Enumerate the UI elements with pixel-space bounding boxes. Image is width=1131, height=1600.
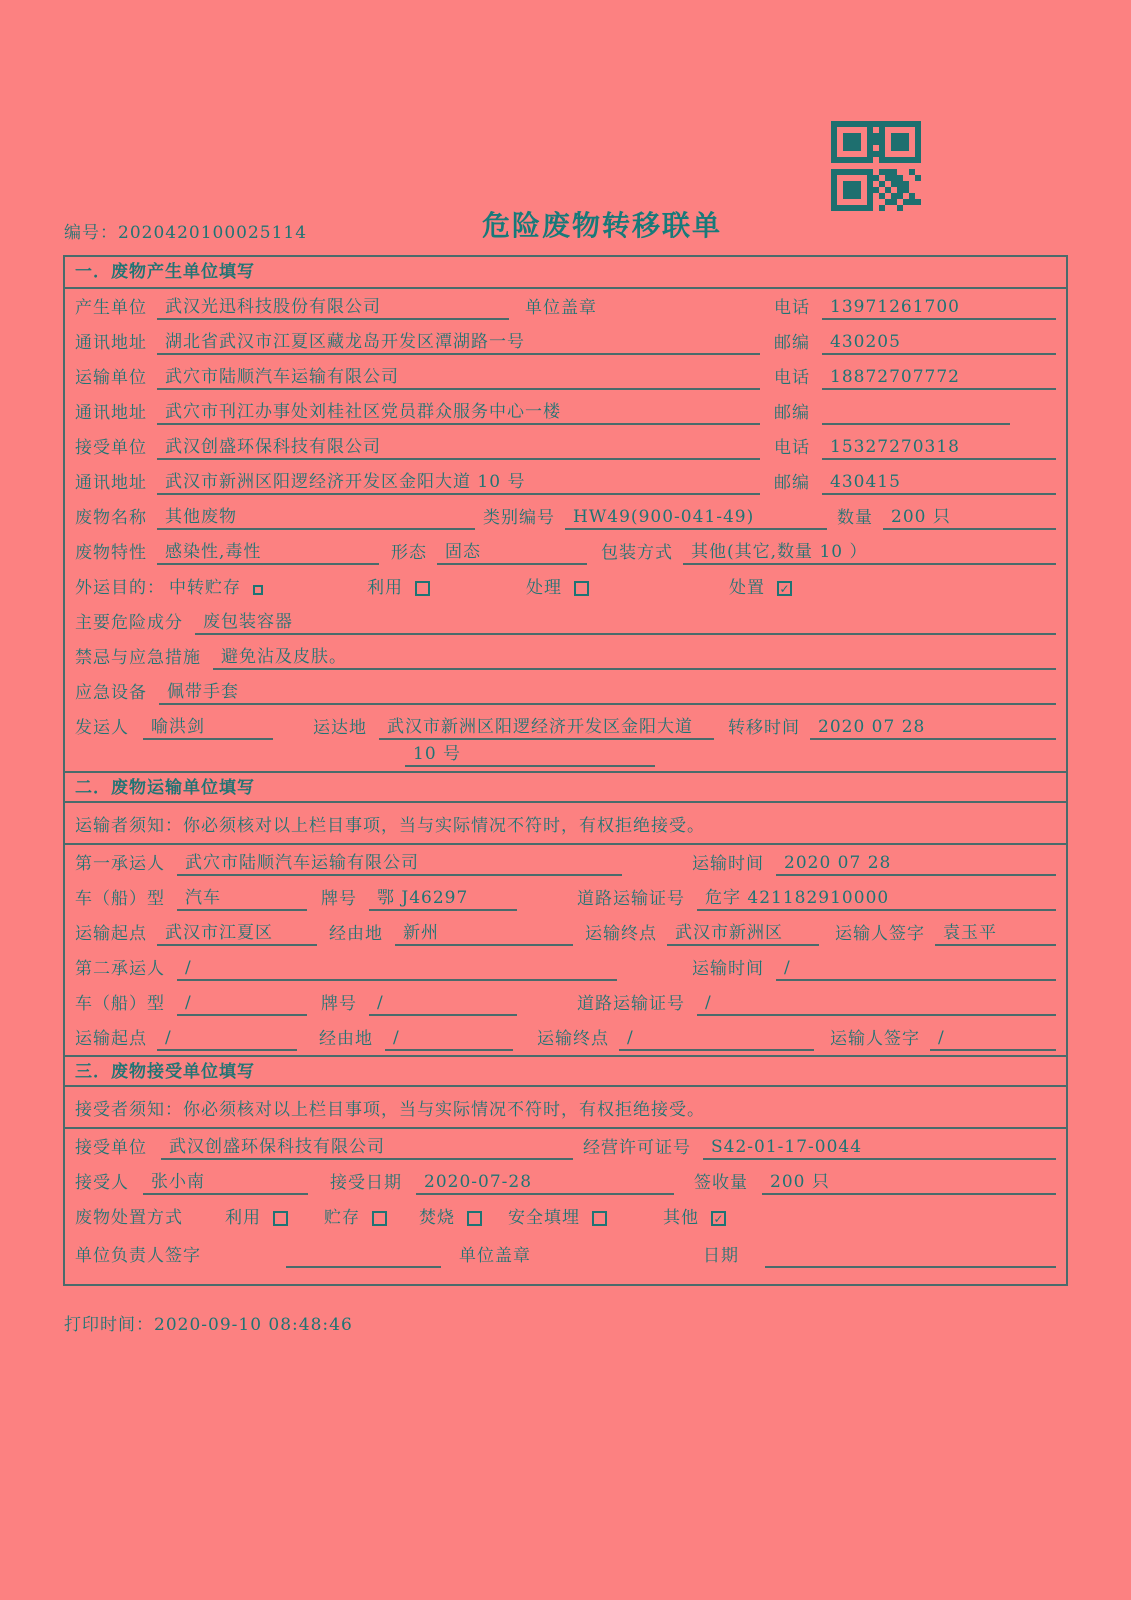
route2-end-label: 运输终点 xyxy=(537,1029,609,1049)
route2-start-value: / xyxy=(157,1026,297,1051)
hazard-value: 废包装容器 xyxy=(195,610,1056,635)
page-title: 危险废物转移联单 xyxy=(482,210,723,241)
receiver-zip-group xyxy=(774,470,1056,495)
receiver-zip-label: 邮编 xyxy=(774,473,810,493)
transporter-phone-group xyxy=(774,365,1056,390)
transporter-address-value: 武穴市刊江办事处刘桂社区党员群众服务中心一楼 xyxy=(157,400,760,425)
receiver-phone-label: 电话 xyxy=(774,438,810,458)
producer-zip-group xyxy=(774,330,1056,355)
destination-value: 武汉市新洲区阳逻经济开发区金阳大道 xyxy=(379,715,714,740)
acceptor-value: 张小南 xyxy=(143,1170,308,1195)
receiver-phone-group xyxy=(774,435,1056,460)
route1-sign-value: 袁玉平 xyxy=(935,921,1056,946)
producer-phone-label: 电话 xyxy=(774,298,810,318)
route1-end-value: 武汉市新洲区 xyxy=(667,921,819,946)
transfer-purpose-row xyxy=(65,569,1066,604)
packing-label: 包装方式 xyxy=(601,543,673,563)
destination-continuation-row xyxy=(65,744,1066,771)
dispatcher-value: 喻洪剑 xyxy=(143,715,273,740)
route1-via-value: 新州 xyxy=(395,921,573,946)
vehicle1-type-value: 汽车 xyxy=(177,886,307,911)
accepting-unit-row xyxy=(65,1129,1066,1164)
route2-sign-value: / xyxy=(930,1026,1056,1051)
carrier2-row xyxy=(65,950,1066,985)
section-1-header: 一．废物产生单位填写 xyxy=(65,257,1066,289)
disposal-use-checkbox xyxy=(273,1211,288,1226)
receiver-notice: 接受者须知：你必须核对以上栏目事项，当与实际情况不符时，有权拒绝接受。 xyxy=(65,1087,1066,1129)
vehicle2-plate-label: 牌号 xyxy=(321,994,357,1014)
taboo-value: 避免沾及皮肤。 xyxy=(213,645,1056,670)
producer-zip-label: 邮编 xyxy=(774,333,810,353)
purpose-use-label: 利用 xyxy=(367,578,403,598)
receiver-zip-value: 430415 xyxy=(822,470,1056,495)
waste-qty-value: 200 只 xyxy=(883,505,1056,530)
transporter-phone-label: 电话 xyxy=(774,368,810,388)
disposal-store-label: 贮存 xyxy=(324,1208,360,1228)
purpose-use-checkbox xyxy=(415,581,430,596)
route1-row xyxy=(65,915,1066,950)
transfer-time-label: 转移时间 xyxy=(728,718,800,738)
dispatch-row xyxy=(65,709,1066,744)
vehicle2-type-label: 车（船）型 xyxy=(75,994,165,1014)
carrier1-value: 武穴市陆顺汽车运输有限公司 xyxy=(177,851,622,876)
transporter-label: 运输单位 xyxy=(75,368,147,388)
purpose-treat-label: 处理 xyxy=(526,578,562,598)
purpose-transit-checkbox xyxy=(253,585,263,595)
transporter-address-row xyxy=(65,394,1066,429)
doc-number-label: 编号： xyxy=(64,223,118,243)
producer-label: 产生单位 xyxy=(75,298,147,318)
route1-start-label: 运输起点 xyxy=(75,924,147,944)
carrier2-time-label: 运输时间 xyxy=(692,959,764,979)
waste-name-label: 废物名称 xyxy=(75,508,147,528)
route1-via-label: 经由地 xyxy=(329,924,383,944)
vehicle2-permit-label: 道路运输证号 xyxy=(577,994,685,1014)
unit-seal-label: 单位盖章 xyxy=(459,1246,531,1266)
disposal-method-label: 废物处置方式 xyxy=(75,1208,183,1228)
hazard-row xyxy=(65,604,1066,639)
vehicle2-plate-value: / xyxy=(369,991,517,1016)
route2-sign-label: 运输人签字 xyxy=(830,1029,920,1049)
disposal-other-label: 其他 xyxy=(663,1208,699,1228)
section-3-header: 三．废物接受单位填写 xyxy=(65,1055,1066,1087)
vehicle2-permit-value: / xyxy=(697,991,1056,1016)
taboo-row xyxy=(65,639,1066,674)
hazard-label: 主要危险成分 xyxy=(75,613,183,633)
waste-qty-label: 数量 xyxy=(837,508,873,528)
carrier2-label: 第二承运人 xyxy=(75,959,165,979)
route2-via-value: / xyxy=(385,1026,513,1051)
transporter-notice: 运输者须知：你必须核对以上栏目事项，当与实际情况不符时，有权拒绝接受。 xyxy=(65,803,1066,845)
receiver-address-row xyxy=(65,464,1066,499)
carrier2-time-value: / xyxy=(776,956,1056,981)
print-time-label: 打印时间： xyxy=(64,1315,154,1335)
signoff-date-label: 日期 xyxy=(703,1246,739,1266)
vehicle1-permit-value: 危字 421182910000 xyxy=(697,886,1056,911)
accepting-unit-label: 接受单位 xyxy=(75,1138,147,1158)
unit-head-sign-label: 单位负责人签字 xyxy=(75,1246,201,1266)
business-permit-label: 经营许可证号 xyxy=(583,1138,691,1158)
print-time xyxy=(64,1310,353,1335)
transporter-row xyxy=(65,359,1066,394)
waste-traits-row xyxy=(65,534,1066,569)
unit-head-sign-value xyxy=(286,1243,441,1268)
vehicle1-permit-label: 道路运输证号 xyxy=(577,889,685,909)
waste-traits-label: 废物特性 xyxy=(75,543,147,563)
dispatcher-label: 发运人 xyxy=(75,718,129,738)
producer-address-label: 通讯地址 xyxy=(75,333,147,353)
disposal-landfill-label: 安全填埋 xyxy=(508,1208,580,1228)
carrier1-label: 第一承运人 xyxy=(75,854,165,874)
destination-label: 运达地 xyxy=(313,718,367,738)
receiver-row xyxy=(65,429,1066,464)
carrier1-row xyxy=(65,845,1066,880)
signoff-row xyxy=(65,1234,1066,1284)
route1-start-value: 武汉市江夏区 xyxy=(157,921,317,946)
receiver-address-value: 武汉市新洲区阳逻经济开发区金阳大道 10 号 xyxy=(157,470,760,495)
doc-number xyxy=(64,218,307,243)
waste-form-label: 形态 xyxy=(391,543,427,563)
route2-end-value: / xyxy=(619,1026,814,1051)
disposal-store-checkbox xyxy=(372,1211,387,1226)
route1-sign-label: 运输人签字 xyxy=(835,924,925,944)
receiver-address-label: 通讯地址 xyxy=(75,473,147,493)
equipment-value: 佩带手套 xyxy=(159,680,1056,705)
waste-code-label: 类别编号 xyxy=(483,508,555,528)
equipment-row xyxy=(65,674,1066,709)
disposal-use-label: 利用 xyxy=(225,1208,261,1228)
carrier1-time-label: 运输时间 xyxy=(692,854,764,874)
vehicle2-type-value: / xyxy=(177,991,307,1016)
transporter-zip-value xyxy=(822,400,1010,425)
waste-traits-value: 感染性,毒性 xyxy=(157,540,379,565)
purpose-dispose-checkbox: ✓ xyxy=(777,581,792,596)
route1-end-label: 运输终点 xyxy=(585,924,657,944)
carrier2-value: / xyxy=(177,956,617,981)
seal-label: 单位盖章 xyxy=(525,298,597,318)
disposal-other-checkbox: ✓ xyxy=(711,1211,726,1226)
signed-qty-value: 200 只 xyxy=(762,1170,1056,1195)
vehicle1-row xyxy=(65,880,1066,915)
equipment-label: 应急设备 xyxy=(75,683,147,703)
transporter-address-label: 通讯地址 xyxy=(75,403,147,423)
section-2-header: 二．废物运输单位填写 xyxy=(65,771,1066,803)
acceptor-row xyxy=(65,1164,1066,1199)
disposal-method-row xyxy=(65,1199,1066,1234)
vehicle1-plate-label: 牌号 xyxy=(321,889,357,909)
transporter-phone-value: 18872707772 xyxy=(822,365,1056,390)
acceptor-label: 接受人 xyxy=(75,1173,129,1193)
vehicle1-plate-value: 鄂 J46297 xyxy=(369,886,517,911)
route2-start-label: 运输起点 xyxy=(75,1029,147,1049)
destination-value-line2: 10 号 xyxy=(405,742,655,767)
accepting-unit-value: 武汉创盛环保科技有限公司 xyxy=(161,1135,573,1160)
waste-name-value: 其他废物 xyxy=(157,505,475,530)
waste-name-row xyxy=(65,499,1066,534)
route2-row xyxy=(65,1020,1066,1055)
purpose-label: 外运目的： xyxy=(75,578,165,598)
transfer-time-value: 2020 07 28 xyxy=(810,715,1056,740)
doc-number-value: 2020420100025114 xyxy=(118,223,308,243)
waste-form-value: 固态 xyxy=(437,540,587,565)
purpose-treat-checkbox xyxy=(574,581,589,596)
producer-address-row xyxy=(65,324,1066,359)
purpose-transit-label: 中转贮存 xyxy=(169,578,241,598)
accept-date-value: 2020-07-28 xyxy=(416,1170,674,1195)
transporter-zip-label: 邮编 xyxy=(774,403,810,423)
taboo-label: 禁忌与应急措施 xyxy=(75,648,201,668)
purpose-dispose-label: 处置 xyxy=(729,578,765,598)
qr-code-icon xyxy=(831,121,921,211)
disposal-landfill-checkbox xyxy=(592,1211,607,1226)
receiver-value: 武汉创盛环保科技有限公司 xyxy=(157,435,760,460)
accept-date-label: 接受日期 xyxy=(330,1173,402,1193)
signed-qty-label: 签收量 xyxy=(694,1173,748,1193)
business-permit-value: S42-01-17-0044 xyxy=(703,1135,1056,1160)
transporter-zip-group xyxy=(774,400,1056,425)
manifest-form xyxy=(63,255,1068,1286)
vehicle2-row xyxy=(65,985,1066,1020)
producer-row xyxy=(65,289,1066,324)
receiver-phone-value: 15327270318 xyxy=(822,435,1056,460)
producer-zip-value: 430205 xyxy=(822,330,1056,355)
transporter-value: 武穴市陆顺汽车运输有限公司 xyxy=(157,365,760,390)
disposal-burn-label: 焚烧 xyxy=(419,1208,455,1228)
signoff-date-value xyxy=(765,1243,1056,1268)
disposal-burn-checkbox xyxy=(467,1211,482,1226)
packing-value: 其他(其它,数量 10 ） xyxy=(683,540,1056,565)
route2-via-label: 经由地 xyxy=(319,1029,373,1049)
receiver-label: 接受单位 xyxy=(75,438,147,458)
producer-phone-group xyxy=(774,295,1056,320)
waste-code-value: HW49(900-041-49) xyxy=(565,505,827,530)
producer-address-value: 湖北省武汉市江夏区藏龙岛开发区潭湖路一号 xyxy=(157,330,760,355)
carrier1-time-value: 2020 07 28 xyxy=(776,851,1056,876)
vehicle1-type-label: 车（船）型 xyxy=(75,889,165,909)
print-time-value: 2020-09-10 08:48:46 xyxy=(154,1315,353,1335)
producer-phone-value: 13971261700 xyxy=(822,295,1056,320)
producer-value: 武汉光迅科技股份有限公司 xyxy=(157,295,509,320)
